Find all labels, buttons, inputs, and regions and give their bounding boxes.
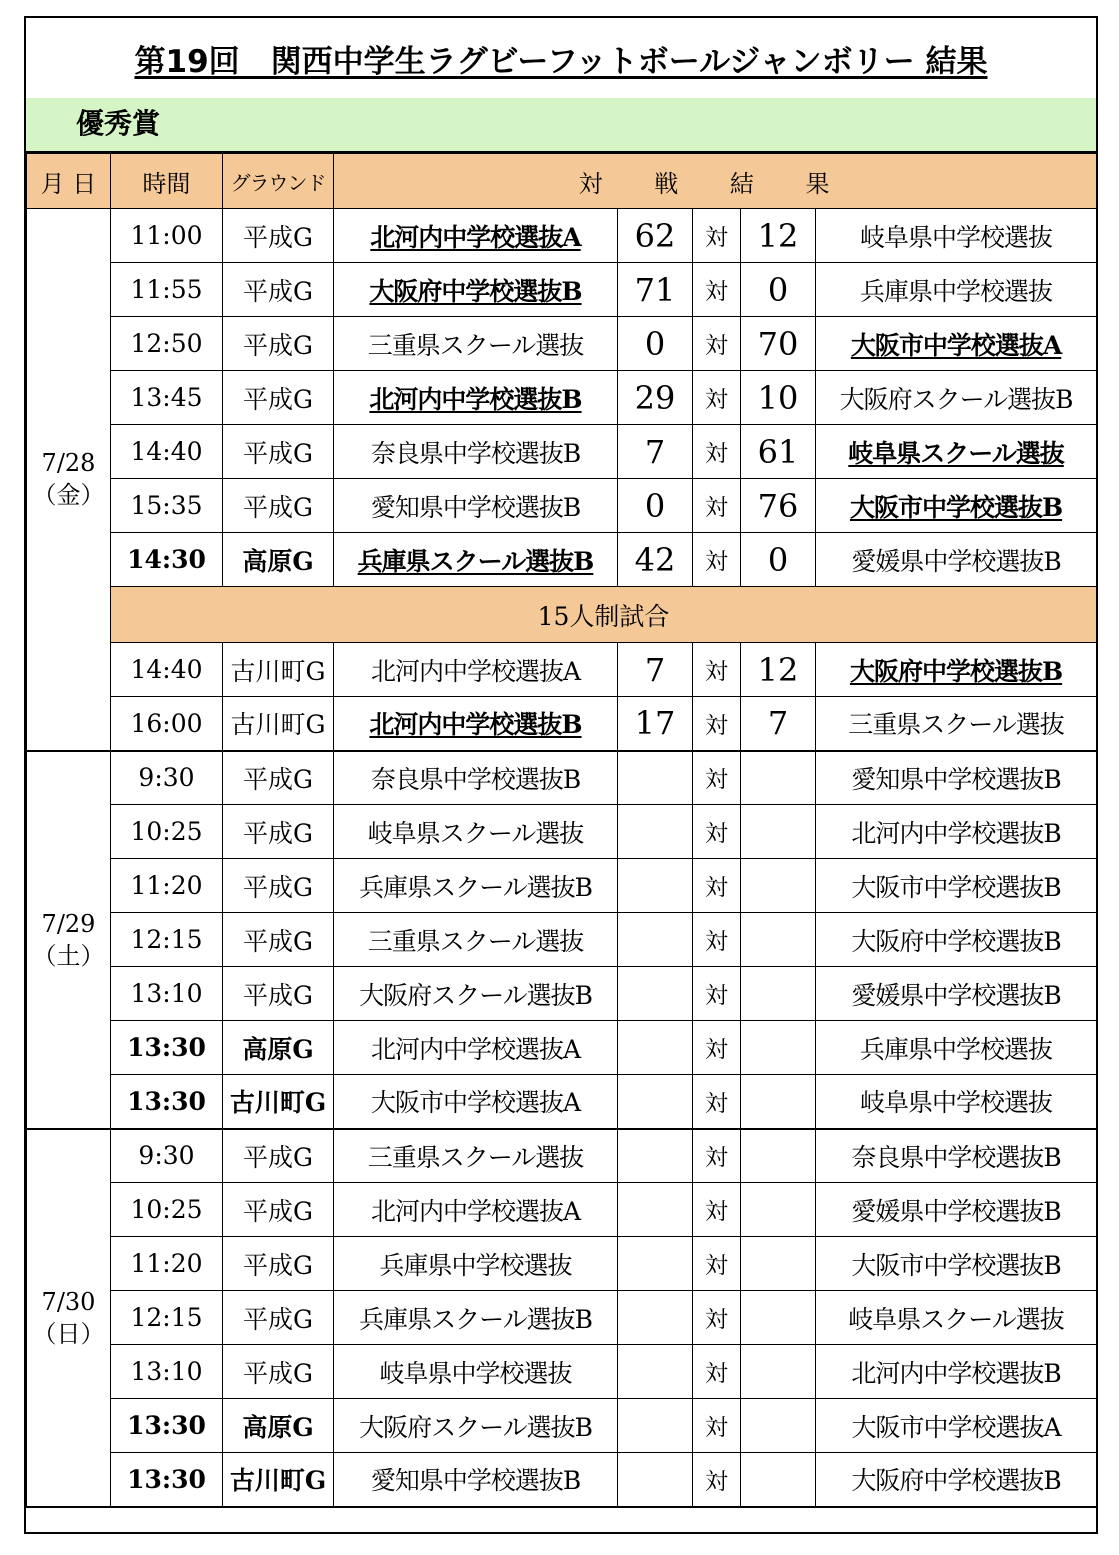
home-score [618,1183,693,1237]
match-time: 14:30 [111,533,223,587]
home-team: 三重県スクール選抜 [334,913,618,967]
match-weekday: （金） [32,481,105,510]
match-ground: 平成G [223,967,334,1021]
match-time: 16:00 [111,697,223,751]
match-date-cell [27,209,111,751]
vs-label: 対 [693,371,741,425]
away-score [741,1399,816,1453]
match-date: 7/29 [41,909,96,938]
away-team: 愛媛県中学校選抜B [816,1183,1097,1237]
home-score [618,1075,693,1129]
vs-label: 対 [693,697,741,751]
home-score [618,805,693,859]
home-team: 大阪府スクール選抜B [334,1399,618,1453]
home-team: 北河内中学校選抜B [334,697,618,751]
match-ground: 古川町G [223,697,334,751]
home-team: 三重県スクール選抜 [334,1129,618,1183]
match-ground: 平成G [223,1237,334,1291]
match-ground: 平成G [223,209,334,263]
home-score [618,751,693,805]
sub-header-15-a-side: 15人制試合 [111,587,1097,643]
home-score: 62 [618,209,693,263]
home-score [618,967,693,1021]
match-ground: 古川町G [223,1075,334,1129]
away-score [741,751,816,805]
away-score [741,1453,816,1507]
match-time: 11:55 [111,263,223,317]
match-ground: 平成G [223,913,334,967]
match-row [27,425,1097,479]
page-title [26,18,1096,100]
match-ground: 平成G [223,1129,334,1183]
away-team: 大阪府スクール選抜B [816,371,1097,425]
away-team: 三重県スクール選抜 [816,697,1097,751]
home-team: 兵庫県スクール選抜B [334,859,618,913]
vs-label: 対 [693,1183,741,1237]
header-date: 月 日 [27,154,111,209]
vs-label: 対 [693,533,741,587]
vs-label: 対 [693,425,741,479]
vs-label: 対 [693,805,741,859]
away-team: 大阪市中学校選抜A [816,317,1097,371]
match-time: 15:35 [111,479,223,533]
header-time: 時間 [111,154,223,209]
match-row [27,263,1097,317]
match-ground: 高原G [223,533,334,587]
away-team: 岐阜県スクール選抜 [816,425,1097,479]
home-team: 北河内中学校選抜B [334,371,618,425]
match-row [27,371,1097,425]
match-row [27,805,1097,859]
home-score [618,1399,693,1453]
match-date-cell [27,1129,111,1507]
match-weekday: （日） [32,1319,105,1348]
match-time: 10:25 [111,1183,223,1237]
home-team: 大阪市中学校選抜A [334,1075,618,1129]
vs-label: 対 [693,263,741,317]
away-score: 70 [741,317,816,371]
away-team: 大阪府中学校選抜B [816,1453,1097,1507]
home-team: 岐阜県中学校選抜 [334,1345,618,1399]
away-score [741,1075,816,1129]
match-time: 9:30 [111,751,223,805]
away-score [741,1237,816,1291]
vs-label: 対 [693,913,741,967]
home-score [618,1021,693,1075]
home-score: 7 [618,425,693,479]
match-date-cell [27,751,111,1129]
home-score: 42 [618,533,693,587]
match-weekday: （土） [32,941,105,970]
match-ground: 高原G [223,1021,334,1075]
away-team: 北河内中学校選抜B [816,1345,1097,1399]
match-row [27,1399,1097,1453]
results-sheet [24,16,1098,1534]
home-team: 愛知県中学校選抜B [334,479,618,533]
vs-label: 対 [693,643,741,697]
home-score [618,913,693,967]
sub-header-row [27,587,1097,643]
vs-label: 対 [693,317,741,371]
vs-label: 対 [693,1021,741,1075]
match-row [27,533,1097,587]
away-score: 0 [741,533,816,587]
away-team: 兵庫県中学校選抜 [816,263,1097,317]
away-team: 兵庫県中学校選抜 [816,1021,1097,1075]
home-score [618,1345,693,1399]
home-team: 奈良県中学校選抜B [334,751,618,805]
home-score [618,1291,693,1345]
vs-label: 対 [693,1345,741,1399]
match-row [27,1075,1097,1129]
vs-label: 対 [693,1399,741,1453]
vs-label: 対 [693,1291,741,1345]
home-score: 0 [618,317,693,371]
match-time: 11:00 [111,209,223,263]
match-row [27,1453,1097,1507]
away-score [741,1129,816,1183]
away-score: 0 [741,263,816,317]
away-team: 大阪府中学校選抜B [816,913,1097,967]
match-time: 13:30 [111,1021,223,1075]
home-score [618,859,693,913]
match-time: 13:30 [111,1075,223,1129]
vs-label: 対 [693,967,741,1021]
match-time: 9:30 [111,1129,223,1183]
match-time: 14:40 [111,425,223,479]
away-score: 10 [741,371,816,425]
away-team: 大阪市中学校選抜B [816,479,1097,533]
away-score: 12 [741,209,816,263]
match-ground: 古川町G [223,643,334,697]
away-score: 12 [741,643,816,697]
away-team: 岐阜県中学校選抜 [816,1075,1097,1129]
away-team: 愛媛県中学校選抜B [816,533,1097,587]
match-time: 12:15 [111,913,223,967]
header-ground: グラウンド [223,154,334,209]
match-row [27,1291,1097,1345]
away-team: 北河内中学校選抜B [816,805,1097,859]
home-team: 大阪府スクール選抜B [334,967,618,1021]
vs-label: 対 [693,1237,741,1291]
vs-label: 対 [693,479,741,533]
match-ground: 平成G [223,371,334,425]
home-team: 兵庫県スクール選抜B [334,1291,618,1345]
match-row [27,317,1097,371]
match-time: 11:20 [111,859,223,913]
header-result: 対 戦 結 果 [334,154,1097,209]
away-team: 岐阜県スクール選抜 [816,1291,1097,1345]
away-team: 奈良県中学校選抜B [816,1129,1097,1183]
match-row [27,859,1097,913]
home-score: 0 [618,479,693,533]
match-row [27,479,1097,533]
match-row [27,697,1097,751]
away-team: 岐阜県中学校選抜 [816,209,1097,263]
match-row [27,751,1097,805]
away-score [741,913,816,967]
match-time: 11:20 [111,1237,223,1291]
match-row [27,1237,1097,1291]
away-team: 大阪市中学校選抜B [816,1237,1097,1291]
away-score [741,1345,816,1399]
match-time: 13:30 [111,1399,223,1453]
vs-label: 対 [693,1453,741,1507]
vs-label: 対 [693,859,741,913]
home-team: 大阪府中学校選抜B [334,263,618,317]
match-ground: 平成G [223,425,334,479]
match-ground: 平成G [223,859,334,913]
match-ground: 平成G [223,263,334,317]
home-team: 兵庫県中学校選抜 [334,1237,618,1291]
home-team: 北河内中学校選抜A [334,643,618,697]
match-time: 13:45 [111,371,223,425]
home-score: 17 [618,697,693,751]
match-time: 13:30 [111,1453,223,1507]
home-team: 兵庫県スクール選抜B [334,533,618,587]
home-team: 愛知県中学校選抜B [334,1453,618,1507]
match-time: 12:15 [111,1291,223,1345]
home-team: 北河内中学校選抜A [334,1021,618,1075]
vs-label: 対 [693,1075,741,1129]
away-team: 大阪府中学校選抜B [816,643,1097,697]
away-score: 61 [741,425,816,479]
away-score: 76 [741,479,816,533]
match-date: 7/28 [41,449,96,478]
match-row [27,913,1097,967]
match-time: 12:50 [111,317,223,371]
match-time: 13:10 [111,967,223,1021]
away-score [741,1291,816,1345]
match-ground: 高原G [223,1399,334,1453]
match-time: 14:40 [111,643,223,697]
match-row [27,967,1097,1021]
away-team: 愛知県中学校選抜B [816,751,1097,805]
away-score: 7 [741,697,816,751]
vs-label: 対 [693,1129,741,1183]
away-score [741,1021,816,1075]
header-row [27,154,1097,209]
home-score: 71 [618,263,693,317]
match-ground: 平成G [223,1183,334,1237]
match-row [27,1345,1097,1399]
away-team: 大阪市中学校選抜A [816,1399,1097,1453]
away-score [741,967,816,1021]
match-ground: 平成G [223,1345,334,1399]
match-row [27,1129,1097,1183]
home-team: 三重県スクール選抜 [334,317,618,371]
match-ground: 古川町G [223,1453,334,1507]
match-time: 13:10 [111,1345,223,1399]
match-ground: 平成G [223,317,334,371]
match-ground: 平成G [223,805,334,859]
match-ground: 平成G [223,479,334,533]
home-score [618,1129,693,1183]
home-team: 岐阜県スクール選抜 [334,805,618,859]
vs-label: 対 [693,209,741,263]
home-score: 7 [618,643,693,697]
home-score: 29 [618,371,693,425]
results-table [26,153,1097,1508]
home-score [618,1453,693,1507]
home-score [618,1237,693,1291]
away-score [741,1183,816,1237]
page-title-text: 第19回 関西中学生ラグビーフットボールジャンボリー 結果 [134,43,988,80]
away-score [741,859,816,913]
match-row [27,1183,1097,1237]
away-score [741,805,816,859]
match-date: 7/30 [41,1287,96,1316]
award-section-label: 優秀賞 [26,98,1096,153]
match-row [27,1021,1097,1075]
match-time: 10:25 [111,805,223,859]
match-row [27,209,1097,263]
home-team: 北河内中学校選抜A [334,1183,618,1237]
match-row [27,643,1097,697]
away-team: 愛媛県中学校選抜B [816,967,1097,1021]
away-team: 大阪市中学校選抜B [816,859,1097,913]
match-ground: 平成G [223,1291,334,1345]
match-ground: 平成G [223,751,334,805]
vs-label: 対 [693,751,741,805]
home-team: 奈良県中学校選抜B [334,425,618,479]
home-team: 北河内中学校選抜A [334,209,618,263]
